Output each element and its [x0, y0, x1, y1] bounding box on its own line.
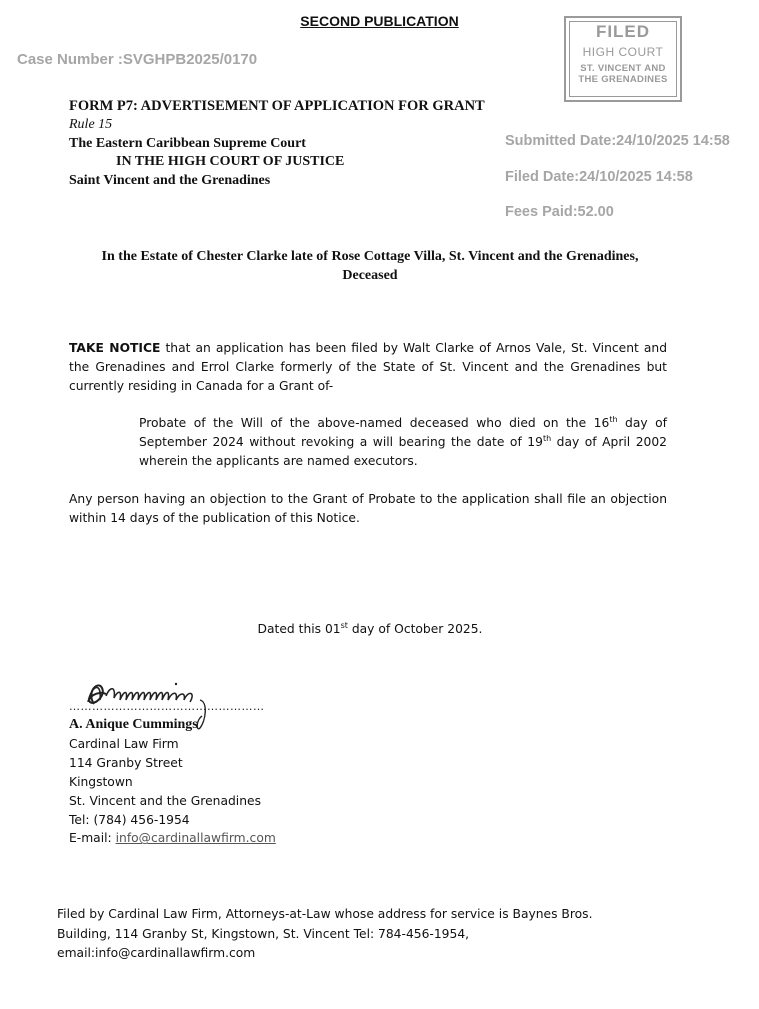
court-name: The Eastern Caribbean Supreme Court: [69, 136, 306, 151]
stamp-inner-border: [569, 21, 677, 97]
filed-stamp: [564, 16, 682, 102]
filing-footer: [57, 905, 697, 964]
filed-date: Filed Date:24/10/2025 14:58: [505, 169, 693, 185]
publication-heading: SECOND PUBLICATION: [300, 13, 459, 29]
para2-part-a: Probate of the Will of the above-named deceased who died on the 16: [139, 416, 610, 430]
city: Kingstown: [69, 774, 133, 789]
email-line: [69, 829, 276, 848]
telephone: Tel: (784) 456-1954: [69, 812, 190, 827]
street-address: 114 Granby Street: [69, 755, 183, 770]
signatory-name: A. Anique Cummings: [69, 717, 198, 732]
estate-heading: [60, 247, 680, 285]
firm-name: Cardinal Law Firm: [69, 736, 179, 751]
dated-prefix: Dated this 01: [257, 622, 341, 636]
stamp-filed: FILED: [595, 22, 651, 41]
para2-part-c: day of April 2002 wherein the applicants are named executors.: [139, 435, 667, 468]
footer-line1: Filed by Cardinal Law Firm, Attorneys-at-Law whose address for service is Baynes Bros.: [57, 907, 593, 921]
dated-line: [0, 622, 740, 636]
court-division: IN THE HIGH COURT OF JUSTICE: [116, 154, 345, 169]
fees-paid: Fees Paid:52.00: [505, 204, 614, 220]
notice-paragraph-3: Any person having an objection to the Grant of Probate to the application shall file an objection within 14 days of the publication of this Notice.: [69, 492, 667, 525]
submitted-date: Submitted Date:24/10/2025 14:58: [505, 133, 730, 149]
footer-line2: Building, 114 Granby St, Kingstown, St. Vincent Tel: 784-456-1954,: [57, 926, 470, 941]
para2-sup-2: th: [542, 433, 552, 443]
court-jurisdiction: Saint Vincent and the Grenadines: [69, 173, 271, 188]
signature-line: ……………………………………………: [69, 700, 265, 713]
footer-line3: email:info@cardinallawfirm.com: [57, 946, 256, 960]
country: St. Vincent and the Grenadines: [69, 793, 261, 808]
estate-line1: In the Estate of Chester Clarke late of Rose Cottage Villa, St. Vincent and the Grenadines,: [101, 249, 639, 264]
notice-para1-text: that an application has been filed by Walt Clarke of Arnos Vale, St. Vincent and the Grenadines and Errol Clarke formerly of the State of St. Vincent and the Grenadines but currently residing in Canada for a Grant of-: [69, 341, 667, 393]
estate-line2: Deceased: [342, 268, 398, 283]
email-link[interactable]: info@cardinallawfirm.com: [115, 831, 276, 846]
notice-paragraph-2: [139, 414, 667, 471]
take-notice-lead: TAKE NOTICE: [69, 341, 161, 355]
dated-suffix: day of October 2025.: [347, 622, 483, 636]
para2-sup-1: th: [609, 414, 618, 424]
case-number: Case Number :SVGHPB2025/0170: [17, 51, 258, 68]
stamp-court: HIGH COURT: [582, 45, 664, 59]
stamp-jurisdiction-line1: ST. VINCENT AND: [580, 63, 666, 74]
rule-reference: Rule 15: [69, 117, 113, 132]
signatory-block: [69, 716, 276, 848]
stamp-jurisdiction-line2: THE GRENADINES: [578, 74, 668, 85]
email-label: E-mail:: [69, 831, 116, 846]
notice-paragraph-1: [69, 339, 667, 396]
form-title: FORM P7: ADVERTISEMENT OF APPLICATION FOR GRANT: [69, 98, 485, 114]
para2-part-b: day of September 2024 without revoking a will bearing the date of 19: [139, 416, 667, 449]
dated-sup: st: [340, 620, 348, 630]
